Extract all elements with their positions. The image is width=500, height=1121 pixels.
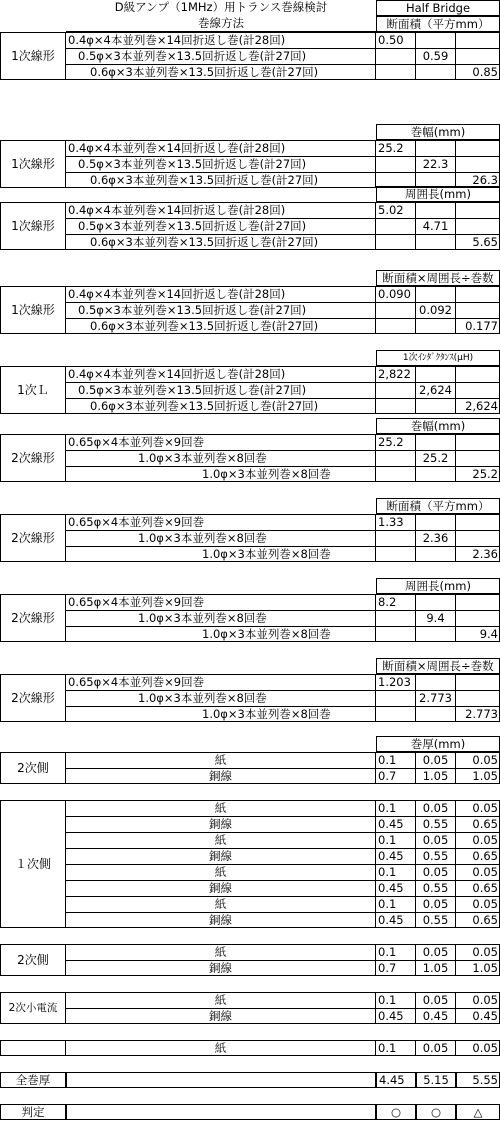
value-cell: 0.85: [456, 64, 500, 80]
empty-cell: [456, 382, 500, 398]
empty-cell: [376, 450, 416, 466]
empty-cell: [416, 706, 456, 722]
empty-cell: [376, 234, 416, 250]
metric-header: 周囲長(mm): [376, 578, 500, 594]
empty-cell: [416, 286, 456, 302]
judgement-spacer: [66, 1104, 376, 1120]
method-cell: 0.5φ×3本並列巻×13.5回折返し巻(計27回): [66, 48, 376, 64]
thickness-value: 0.05: [416, 896, 456, 912]
empty-cell: [416, 674, 456, 690]
thickness-value: 1.05: [456, 960, 500, 976]
section-label: 1次線形: [0, 202, 66, 250]
empty-cell: [416, 466, 456, 482]
thickness-value: 0.45: [416, 1008, 456, 1024]
value-cell: 25.2: [376, 140, 416, 156]
thickness-value: 1.05: [456, 768, 500, 784]
value-cell: 0.092: [416, 302, 456, 318]
empty-cell: [416, 366, 456, 382]
thickness-value: 0.45: [456, 1008, 500, 1024]
judgement-value: ○: [416, 1104, 456, 1120]
thickness-value: 0.05: [456, 752, 500, 768]
value-cell: 5.02: [376, 202, 416, 218]
thickness-value: 0.65: [456, 880, 500, 896]
value-cell: 22.3: [416, 156, 456, 172]
value-cell: 2.773: [456, 706, 500, 722]
method-cell: 0.6φ×3本並列巻×13.5回折返し巻(計27回): [66, 172, 376, 188]
method-cell: 0.4φ×4本並列巻×14回折返し巻(計28回): [66, 366, 376, 382]
empty-cell: [456, 32, 500, 48]
method-cell: 1.0φ×3本並列巻×8回巻: [66, 546, 376, 562]
empty-cell: [376, 398, 416, 414]
empty-cell: [456, 366, 500, 382]
empty-cell: [416, 140, 456, 156]
thickness-value: 0.45: [376, 912, 416, 928]
empty-cell: [456, 690, 500, 706]
method-cell: 0.4φ×4本並列巻×14回折返し巻(計28回): [66, 32, 376, 48]
thickness-value: 0.1: [376, 800, 416, 816]
value-cell: 2.36: [456, 546, 500, 562]
value-cell: 9.4: [416, 610, 456, 626]
empty-cell: [456, 218, 500, 234]
layer-name: 銅線: [66, 848, 376, 864]
section-label: 1次線形: [0, 32, 66, 80]
section-label: 2次線形: [0, 434, 66, 482]
thickness-value: 0.7: [376, 768, 416, 784]
thickness-value: 0.55: [416, 848, 456, 864]
value-cell: 4.71: [416, 218, 456, 234]
section-label: 1次線形: [0, 286, 66, 334]
empty-cell: [376, 706, 416, 722]
total-label: 全巻厚: [0, 1072, 66, 1088]
thickness-header: 巻厚(mm): [376, 736, 500, 752]
thickness-value: 0.05: [416, 944, 456, 960]
method-cell: 1.0φ×3本並列巻×8回巻: [66, 690, 376, 706]
empty-cell: [456, 674, 500, 690]
empty-cell: [416, 546, 456, 562]
thickness-group-label: 2次小電流: [0, 992, 66, 1024]
half-bridge-header: Half Bridge: [376, 0, 500, 16]
method-cell: 0.6φ×3本並列巻×13.5回折返し巻(計27回): [66, 398, 376, 414]
section-label: 1次線形: [0, 140, 66, 188]
thickness-value: 1.05: [416, 768, 456, 784]
total-value: 4.45: [376, 1072, 416, 1088]
thickness-value: 0.45: [376, 880, 416, 896]
layer-name: 紙: [66, 832, 376, 848]
layer-name: 銅線: [66, 880, 376, 896]
empty-cell: [456, 48, 500, 64]
metric-header: 巻幅(mm): [376, 418, 500, 434]
thickness-value: 0.05: [416, 1040, 456, 1056]
empty-cell: [456, 202, 500, 218]
thickness-value: 0.05: [456, 992, 500, 1008]
layer-name: 紙: [66, 1040, 376, 1056]
empty-cell: [376, 64, 416, 80]
value-cell: 25.2: [416, 450, 456, 466]
value-cell: 25.2: [376, 434, 416, 450]
empty-cell: [376, 48, 416, 64]
layer-name: 銅線: [66, 816, 376, 832]
empty-cell: [456, 514, 500, 530]
section-label: 2次線形: [0, 594, 66, 642]
method-cell: 1.0φ×3本並列巻×8回巻: [66, 450, 376, 466]
thickness-value: 0.05: [456, 864, 500, 880]
empty-cell: [376, 156, 416, 172]
thickness-group-label: 2次側: [0, 944, 66, 976]
thickness-value: 0.05: [456, 944, 500, 960]
method-cell: 0.65φ×4本並列巻×9回巻: [66, 594, 376, 610]
thickness-value: 0.65: [456, 848, 500, 864]
empty-cell: [456, 286, 500, 302]
value-cell: 26.3: [456, 172, 500, 188]
method-cell: 0.65φ×4本並列巻×9回巻: [66, 514, 376, 530]
metric-header: 断面積（平方mm）: [376, 16, 500, 32]
value-cell: 2,624: [456, 398, 500, 414]
empty-cell: [376, 626, 416, 642]
value-cell: 2,822: [376, 366, 416, 382]
thickness-value: 0.05: [416, 992, 456, 1008]
section-label: 2次線形: [0, 674, 66, 722]
layer-name: 紙: [66, 992, 376, 1008]
thickness-value: 0.65: [456, 912, 500, 928]
metric-header: 周囲長(mm): [376, 186, 500, 202]
layer-name: 銅線: [66, 1008, 376, 1024]
thickness-value: 1.05: [416, 960, 456, 976]
thickness-value: 0.55: [416, 912, 456, 928]
empty-cell: [416, 626, 456, 642]
value-cell: 0.177: [456, 318, 500, 334]
layer-name: 銅線: [66, 768, 376, 784]
metric-header: 断面積（平方mm）: [376, 498, 500, 514]
thickness-value: 0.05: [456, 800, 500, 816]
thickness-value: 0.45: [376, 848, 416, 864]
empty-cell: [376, 218, 416, 234]
empty-cell: [416, 594, 456, 610]
value-cell: 2,624: [416, 382, 456, 398]
empty-cell: [376, 610, 416, 626]
value-cell: 0.59: [416, 48, 456, 64]
thickness-value: 0.05: [416, 800, 456, 816]
metric-header: 断面積×周囲長÷巻数: [376, 270, 500, 286]
sheet-title: D級アンプ（1MHz）用トランス巻線検討: [114, 0, 328, 14]
value-cell: 25.2: [456, 466, 500, 482]
empty-cell: [376, 302, 416, 318]
method-cell: 0.65φ×4本並列巻×9回巻: [66, 674, 376, 690]
method-cell: 0.4φ×4本並列巻×14回折返し巻(計28回): [66, 202, 376, 218]
empty-cell: [416, 32, 456, 48]
layer-name: 紙: [66, 864, 376, 880]
method-cell: 0.5φ×3本並列巻×13.5回折返し巻(計27回): [66, 218, 376, 234]
thickness-group-label: [0, 1040, 66, 1056]
method-cell: 0.4φ×4本並列巻×14回折返し巻(計28回): [66, 140, 376, 156]
method-cell: 1.0φ×3本並列巻×8回巻: [66, 466, 376, 482]
thickness-value: 0.05: [456, 832, 500, 848]
total-value: 5.15: [416, 1072, 456, 1088]
method-cell: 0.6φ×3本並列巻×13.5回折返し巻(計27回): [66, 318, 376, 334]
thickness-value: 0.1: [376, 1040, 416, 1056]
empty-cell: [376, 382, 416, 398]
empty-cell: [456, 434, 500, 450]
judgement-value: △: [456, 1104, 500, 1120]
thickness-value: 0.05: [416, 864, 456, 880]
empty-cell: [376, 466, 416, 482]
method-cell: 0.6φ×3本並列巻×13.5回折返し巻(計27回): [66, 64, 376, 80]
value-cell: 8.2: [376, 594, 416, 610]
value-cell: 2.773: [416, 690, 456, 706]
layer-name: 紙: [66, 896, 376, 912]
empty-cell: [416, 202, 456, 218]
thickness-value: 0.05: [416, 752, 456, 768]
thickness-value: 0.1: [376, 832, 416, 848]
method-cell: 0.5φ×3本並列巻×13.5回折返し巻(計27回): [66, 156, 376, 172]
empty-cell: [416, 64, 456, 80]
empty-cell: [416, 514, 456, 530]
empty-cell: [456, 530, 500, 546]
empty-cell: [416, 318, 456, 334]
thickness-value: 0.65: [456, 816, 500, 832]
method-cell: 0.5φ×3本並列巻×13.5回折返し巻(計27回): [66, 382, 376, 398]
method-cell: 1.0φ×3本並列巻×8回巻: [66, 610, 376, 626]
layer-name: 紙: [66, 800, 376, 816]
method-header: 巻線方法: [66, 16, 376, 32]
value-cell: 9.4: [456, 626, 500, 642]
judgement-value: ○: [376, 1104, 416, 1120]
metric-header: 1次ｲﾝﾀﾞｸﾀﾝｽ(μH): [376, 350, 500, 366]
empty-cell: [376, 318, 416, 334]
total-value: 5.55: [456, 1072, 500, 1088]
layer-name: 紙: [66, 944, 376, 960]
thickness-value: 0.45: [376, 816, 416, 832]
empty-cell: [456, 140, 500, 156]
empty-cell: [456, 450, 500, 466]
method-cell: 0.6φ×3本並列巻×13.5回折返し巻(計27回): [66, 234, 376, 250]
method-cell: 0.5φ×3本並列巻×13.5回折返し巻(計27回): [66, 302, 376, 318]
thickness-value: 0.05: [416, 832, 456, 848]
thickness-value: 0.7: [376, 960, 416, 976]
thickness-group-label: 2次側: [0, 752, 66, 784]
thickness-group-label: １次側: [0, 800, 66, 928]
empty-cell: [416, 434, 456, 450]
empty-cell: [456, 156, 500, 172]
total-spacer: [66, 1072, 376, 1088]
method-cell: 1.0φ×3本並列巻×8回巻: [66, 530, 376, 546]
thickness-value: 0.1: [376, 944, 416, 960]
thickness-value: 0.55: [416, 816, 456, 832]
method-cell: 0.65φ×4本並列巻×9回巻: [66, 434, 376, 450]
empty-cell: [456, 302, 500, 318]
value-cell: 0.50: [376, 32, 416, 48]
thickness-value: 0.1: [376, 992, 416, 1008]
thickness-value: 0.1: [376, 864, 416, 880]
layer-name: 紙: [66, 752, 376, 768]
thickness-value: 0.1: [376, 896, 416, 912]
layer-name: 銅線: [66, 960, 376, 976]
thickness-value: 0.55: [416, 880, 456, 896]
thickness-value: 0.05: [456, 896, 500, 912]
thickness-value: 0.45: [376, 1008, 416, 1024]
metric-header: 断面積×周囲長÷巻数: [376, 658, 500, 674]
method-cell: 1.0φ×3本並列巻×8回巻: [66, 626, 376, 642]
layer-name: 銅線: [66, 912, 376, 928]
empty-cell: [376, 690, 416, 706]
value-cell: 1.203: [376, 674, 416, 690]
thickness-value: 0.1: [376, 752, 416, 768]
thickness-value: 0.05: [456, 1040, 500, 1056]
empty-cell: [456, 594, 500, 610]
empty-cell: [416, 398, 456, 414]
empty-cell: [376, 530, 416, 546]
value-cell: 2.36: [416, 530, 456, 546]
section-label: 1次Ｌ: [0, 366, 66, 414]
value-cell: 0.090: [376, 286, 416, 302]
value-cell: 1.33: [376, 514, 416, 530]
value-cell: 5.65: [456, 234, 500, 250]
judgement-label: 判定: [0, 1104, 66, 1120]
empty-cell: [376, 546, 416, 562]
method-cell: 1.0φ×3本並列巻×8回巻: [66, 706, 376, 722]
section-label: 2次線形: [0, 514, 66, 562]
method-cell: 0.4φ×4本並列巻×14回折返し巻(計28回): [66, 286, 376, 302]
empty-cell: [456, 610, 500, 626]
metric-header: 巻幅(mm): [376, 124, 500, 140]
empty-cell: [416, 234, 456, 250]
